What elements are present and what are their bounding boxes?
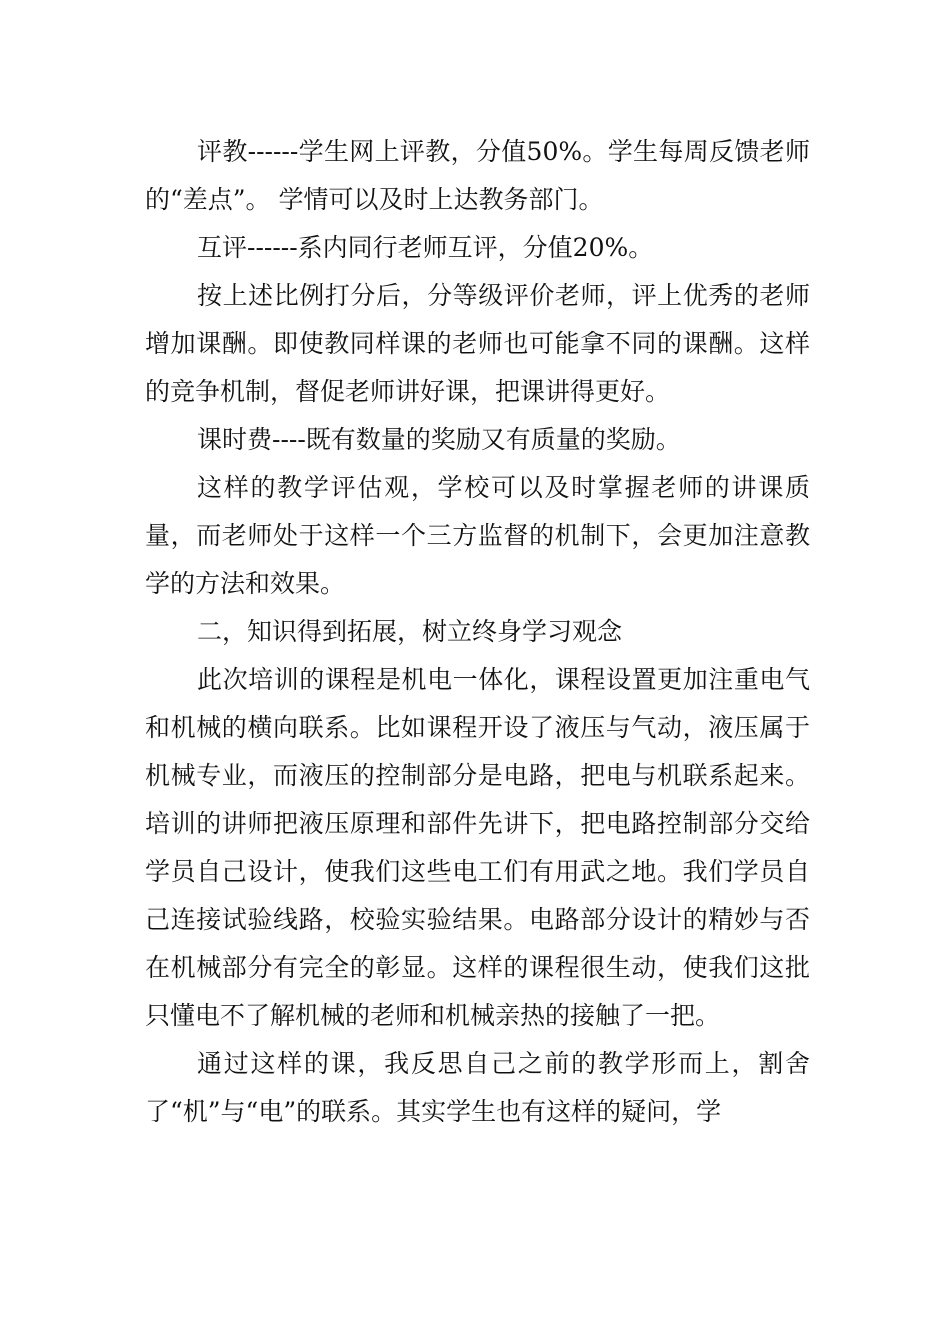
paragraph-teaching-assessment: 这样的教学评估观，学校可以及时掌握老师的讲课质量，而老师处于这样一个三方监督的机制下，会更加注意教学的方法和效果。 bbox=[145, 473, 810, 598]
paragraph-grading-and-pay: 按上述比例打分后，分等级评价老师，评上优秀的老师增加课酬。即使教同样课的老师也可能拿不同的课酬。这样的竞争机制，督促老师讲好课，把课讲得更好。 bbox=[145, 281, 810, 406]
section-heading-lifelong-learning: 二，知识得到拓展，树立终身学习观念 bbox=[197, 617, 623, 646]
document-body bbox=[145, 128, 810, 1136]
paragraph-evaluation-by-students: 评教------学生网上评教，分值50%。学生每周反馈老师的“差点”。 学情可以及时上达教务部门。 bbox=[145, 137, 810, 214]
paragraph-course-content: 此次培训的课程是机电一体化，课程设置更加注重电气和机械的横向联系。比如课程开设了液压与气动，液压属于机械专业，而液压的控制部分是电路，把电与机联系起来。培训的讲师把液压原理和部件先讲下，把电路控制部分交给学员自己设计，使我们这些电工们有用武之地。我们学员自己连接试验线路，校验实验结果。电路部分设计的精妙与否在机械部分有完全的彰显。这样的课程很生动，使我们这批只懂电不了解机械的老师和机械亲热的接触了一把。 bbox=[145, 665, 810, 1030]
paragraph-class-fee: 课时费----既有数量的奖励又有质量的奖励。 bbox=[197, 425, 681, 454]
paragraph-peer-evaluation: 互评------系内同行老师互评，分值20%。 bbox=[197, 233, 654, 262]
paragraph-reflection: 通过这样的课，我反思自己之前的教学形而上，割舍了“机”与“电”的联系。其实学生也有这样的疑问，学 bbox=[145, 1049, 810, 1126]
